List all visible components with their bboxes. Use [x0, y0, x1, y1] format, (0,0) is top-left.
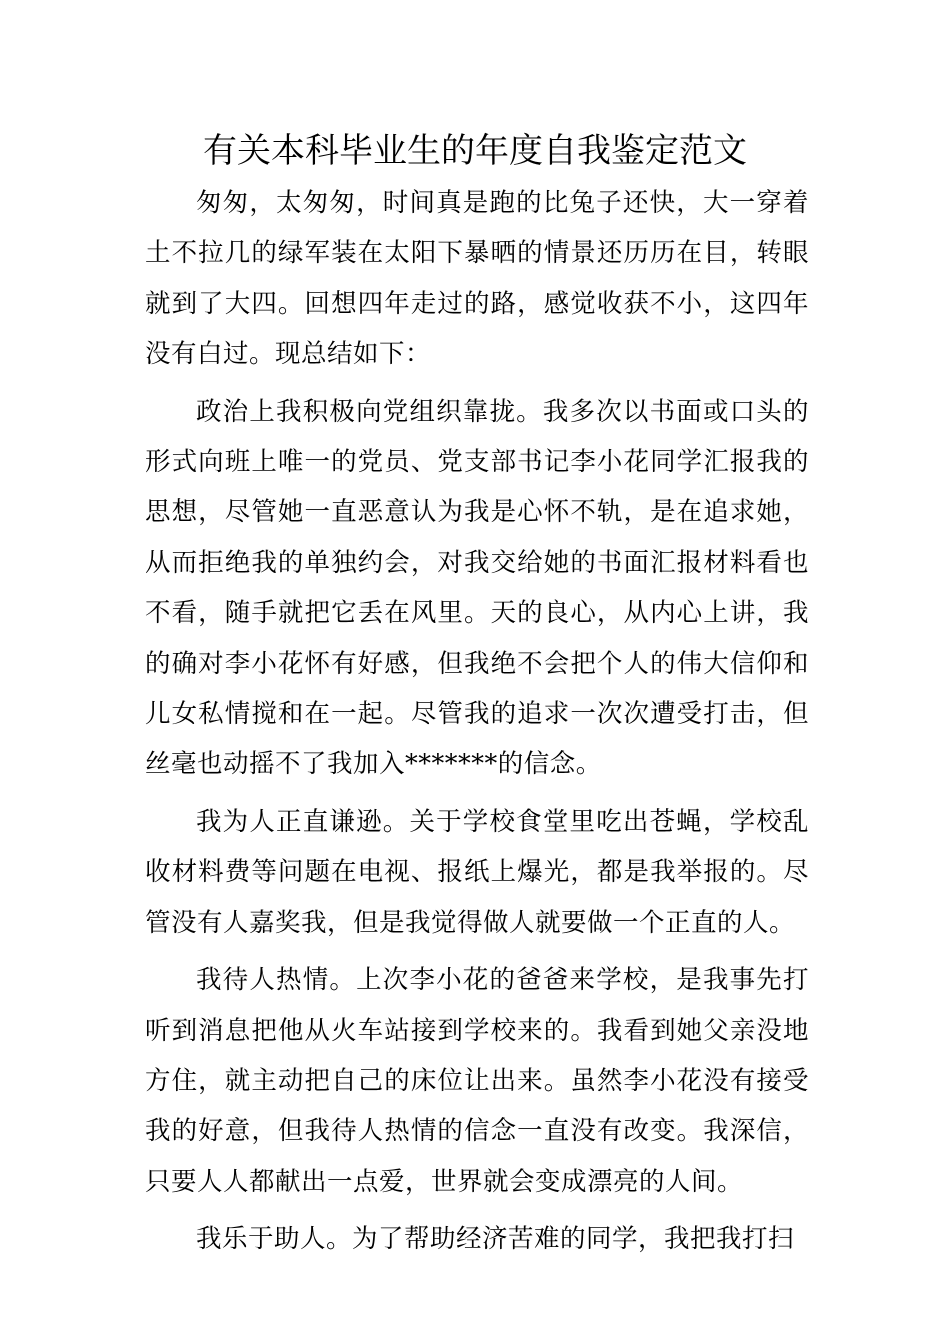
paragraph-integrity: 我为人正直谦逊。关于学校食堂里吃出苍蝇，学校乱收材料费等问题在电视、报纸上爆光，都是我举报的。尽管没有人嘉奖我，但是我觉得做人就要做一个正直的人。: [145, 806, 809, 938]
document-title: 有关本科毕业生的年度自我鉴定范文: [203, 131, 747, 171]
paragraph-helpfulness: 我乐于助人。为了帮助经济苦难的同学，我把我打扫: [196, 1224, 795, 1255]
document-body: [145, 178, 809, 1265]
paragraph-intro: 匆匆，太匆匆，时间真是跑的比兔子还快，大一穿着土不拉几的绿军装在太阳下暴晒的情景还历历在目，转眼就到了大四。回想四年走过的路，感觉收获不小，这四年没有白过。现总结如下：: [145, 188, 809, 370]
paragraph-warmth: 我待人热情。上次李小花的爸爸来学校，是我事先打听到消息把他从火车站接到学校来的。我看到她父亲没地方住，就主动把自己的床位让出来。虽然李小花没有接受我的好意，但我待人热情的信念一直没有改变。我深信，只要人人都献出一点爱，世界就会变成漂亮的人间。: [145, 965, 809, 1197]
paragraph-politics: 政治上我积极向党组织靠拢。我多次以书面或口头的形式向班上唯一的党员、党支部书记李小花同学汇报我的思想，尽管她一直恶意认为我是心怀不轨，是在追求她，从而拒绝我的单独约会，对我交给她的书面汇报材料看也不看，随手就把它丢在风里。天的良心，从内心上讲，我的确对李小花怀有好感，但我绝不会把个人的伟大信仰和儿女私情搅和在一起。尽管我的追求一次次遭受打击，但丝毫也动摇不了我加入*******的信念。: [145, 396, 809, 780]
